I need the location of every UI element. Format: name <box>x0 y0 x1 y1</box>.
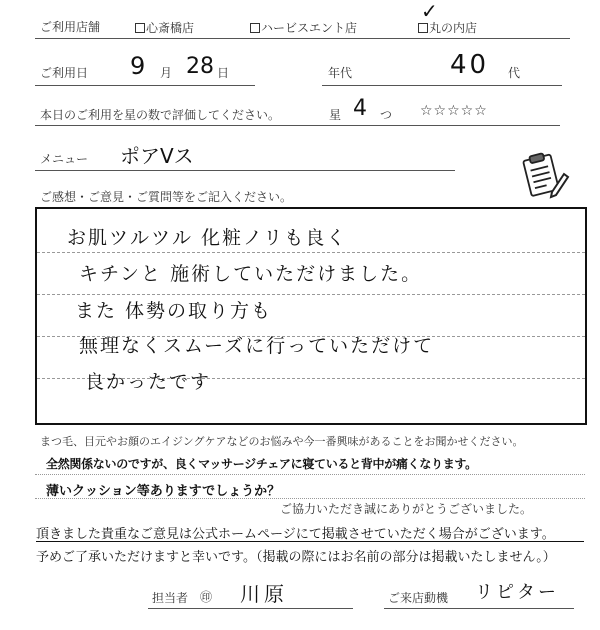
checkbox-shinsaibashi[interactable] <box>135 23 145 33</box>
rating-unit: つ <box>380 108 393 122</box>
day-value: 28 <box>186 54 214 79</box>
concern-line: 薄いクッション等ありますでしょうか？ <box>46 484 281 499</box>
store-option-label: 丸の内店 <box>429 21 478 35</box>
notice-line-1: 頂きました貴重なご意見は公式ホームページにて掲載させていただく場合がございます。 <box>36 527 555 542</box>
concern-guideline <box>35 474 585 475</box>
rating-underline <box>35 125 560 126</box>
motive-label: ご来店動機 <box>388 591 449 605</box>
menu-value: ポアVス <box>120 144 194 168</box>
checkbox-herbis[interactable] <box>250 23 260 33</box>
comment-guideline <box>37 252 585 253</box>
thanks-text: ご協力いただき誠にありがとうございました。 <box>280 502 533 516</box>
comment-line: キチンと 施術していただけました。 <box>79 263 423 285</box>
staff-underline <box>148 608 353 609</box>
age-underline <box>322 85 562 86</box>
menu-underline <box>35 170 455 171</box>
clipboard-icon <box>518 150 570 200</box>
store-option-shinsaibashi[interactable] <box>135 19 194 36</box>
day-unit: 日 <box>217 66 230 80</box>
concern-guideline <box>35 498 585 499</box>
store-option-label: 心斎橋店 <box>146 21 195 35</box>
store-option-herbis[interactable] <box>250 19 357 36</box>
comment-line: また 体勢の取り方も <box>75 300 273 322</box>
notice-line-2: 予めご了承いただけますと幸いです。（掲載の際にはお名前の部分は掲載いたしません。） <box>36 550 556 565</box>
store-underline <box>35 38 570 39</box>
date-label: ご利用日 <box>40 66 89 80</box>
motive-underline <box>384 608 574 609</box>
age-unit: 代 <box>508 66 521 80</box>
checkbox-marunouchi[interactable] <box>418 23 428 33</box>
concern-line: 全然関係ないのですが、良くマッサージチェアに寝ていると背中が痛くなります。 <box>46 457 477 471</box>
menu-label: メニュー <box>40 152 89 166</box>
rating-value: 4 <box>353 96 367 121</box>
seal-icon: ㊞ <box>200 590 213 604</box>
comment-line: 良かったです <box>85 371 212 393</box>
star-rating-icons[interactable]: ☆☆☆☆☆ <box>420 103 488 119</box>
month-unit: 月 <box>160 66 173 80</box>
store-label: ご利用店舗 <box>40 20 101 34</box>
notice-underline <box>36 541 584 542</box>
age-label: 年代 <box>328 66 353 80</box>
store-option-label: ハービスエント店 <box>261 21 358 35</box>
comment-line: お肌ツルツル 化粧ノリも良く <box>67 227 348 249</box>
check-mark-icon: ✓ <box>421 0 438 23</box>
date-underline <box>35 85 255 86</box>
month-value: 9 <box>130 52 146 80</box>
staff-value: 川原 <box>240 582 288 606</box>
rating-prompt: 本日のご利用を星の数で評価してください。 <box>40 108 281 122</box>
comment-box[interactable] <box>35 207 587 425</box>
comment-guideline <box>37 294 585 295</box>
age-value: 40 <box>450 50 490 80</box>
comment-line: 無理なくスムーズに行っていただけて <box>79 335 435 357</box>
staff-label: 担当者 <box>152 591 189 605</box>
concern-prompt: まつ毛、目元やお顔のエイジングケアなどのお悩みや今一番興味があることをお聞かせください。 <box>40 435 524 448</box>
motive-value: リピター <box>475 582 559 603</box>
star-label: 星 <box>329 108 342 122</box>
comments-prompt: ご感想・ご意見・ご質問等をご記入ください。 <box>40 190 293 204</box>
